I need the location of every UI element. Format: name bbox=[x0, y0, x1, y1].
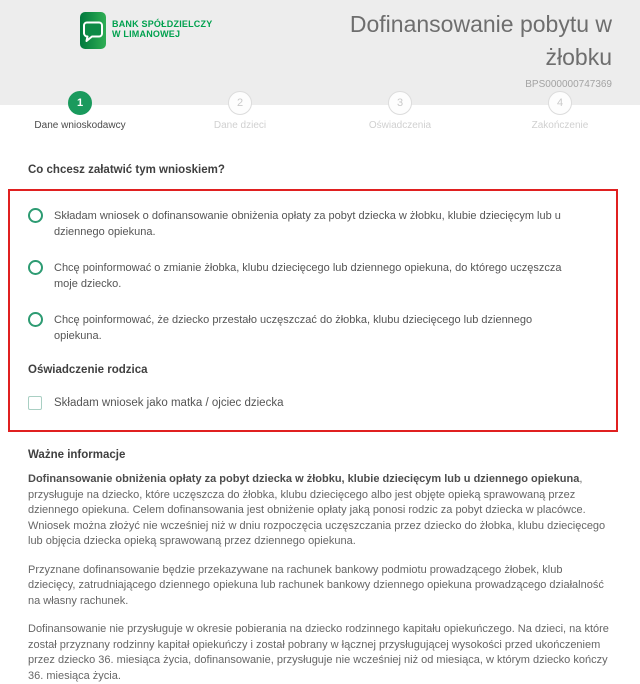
radio-option-zmiana-zlobka[interactable] bbox=[28, 260, 592, 292]
page-header bbox=[0, 0, 640, 105]
radio-button-icon[interactable] bbox=[28, 312, 43, 327]
radio-option-label: Chcę poinformować o zmianie żłobka, klubu dziecięcego lub dziennego opiekuna, do którego uczęszcza moje dziecko. bbox=[54, 262, 562, 290]
bank-speech-bubble-icon bbox=[80, 12, 106, 49]
step-4-label: Zakończenie bbox=[531, 120, 589, 131]
parent-declaration-checkbox-row[interactable] bbox=[28, 396, 592, 410]
bank-name: BANK SPÓŁDZIELCZY W LIMANOWEJ bbox=[112, 19, 213, 39]
info-heading: Ważne informacje bbox=[28, 449, 126, 461]
step-oswiadczenia[interactable] bbox=[320, 91, 480, 131]
page-title: Dofinansowanie pobytu w żłobku bbox=[349, 11, 612, 70]
radio-button-icon[interactable] bbox=[28, 208, 43, 223]
checkbox-icon[interactable] bbox=[28, 396, 42, 410]
step-zakonczenie[interactable] bbox=[480, 91, 640, 131]
info-paragraph-1 bbox=[28, 472, 612, 550]
step-1-circle: 1 bbox=[68, 91, 92, 115]
radio-option-label: Składam wniosek o dofinansowanie obniżenia opłaty za pobyt dziecka w żłobku, klubie dziecięcym lub u dziennego opiekuna. bbox=[54, 210, 561, 238]
step-2-circle: 2 bbox=[228, 91, 252, 115]
step-1-label: Dane wnioskodawcy bbox=[34, 120, 126, 131]
main-content bbox=[0, 164, 640, 684]
step-3-circle: 3 bbox=[388, 91, 412, 115]
step-2-label: Dane dzieci bbox=[213, 120, 267, 131]
highlighted-form-section bbox=[8, 189, 618, 432]
application-reference-number: BPS000000747369 bbox=[525, 79, 612, 90]
info-paragraph-1-bold: Dofinansowanie obniżenia opłaty za pobyt dziecka w żłobku, klubie dziecięcym lub u dziennego opiekuna bbox=[28, 473, 580, 485]
checkbox-label: Składam wniosek jako matka / ojciec dziecka bbox=[54, 397, 284, 409]
step-dane-wnioskodawcy[interactable] bbox=[0, 91, 160, 131]
radio-option-dofinansowanie[interactable] bbox=[28, 208, 592, 240]
radio-option-label: Chcę poinformować, że dziecko przestało uczęszczać do żłobka, klubu dziecięcego lub dziennego opiekuna. bbox=[54, 314, 533, 342]
radio-button-icon[interactable] bbox=[28, 260, 43, 275]
info-paragraph-1-rest: , przysługuje na dziecko, które uczęszcza do żłobka, klubu dziecięcego albo jest objęte opieką sprawowaną przez dziennego opiekuna. Celem dofinansowania jest obniżenie opłaty jaką ponosi rodzic za pobyt dziecka w placówce. Wniosek można złożyć nie wcześniej niż w dniu rozpoczęcia uczęszczania przez dziecko do żłobka, klubu dziecięcego lub objęcia dziecka opieką sprawowaną przez dziennego opiekuna. bbox=[28, 473, 606, 547]
radio-option-przestalo-uczeszczac[interactable] bbox=[28, 312, 592, 344]
step-dane-dzieci[interactable] bbox=[160, 91, 320, 131]
step-4-circle: 4 bbox=[548, 91, 572, 115]
wizard-stepper bbox=[0, 91, 640, 131]
info-paragraph-2: Przyznane dofinansowanie będzie przekazywane na rachunek bankowy podmiotu prowadzącego żłobek, klub dziecięcy, zatrudniającego dziennego opiekuna lub rachunek bankowy dziennego opiekuna prowadzącego działalność na własny rachunek. bbox=[28, 563, 604, 607]
question-heading: Co chcesz załatwić tym wnioskiem? bbox=[28, 164, 225, 176]
step-3-label: Oświadczenia bbox=[368, 120, 432, 131]
declaration-heading: Oświadczenie rodzica bbox=[28, 364, 148, 376]
info-paragraph-3: Dofinansowanie nie przysługuje w okresie pobierania na dziecko rodzinnego kapitału opiekuńczego. Na dzieci, na które został przyznany rodzinny kapitał opiekuńczy i został pobrany w łącznej przysługującej wysokości przed ukończeniem przez dziecko 36. miesiąca życia, dofinansowanie, przysługuje nie wcześniej niż od miesiąca, w którym dziecko kończy 36. miesiąca życia. bbox=[28, 623, 609, 682]
